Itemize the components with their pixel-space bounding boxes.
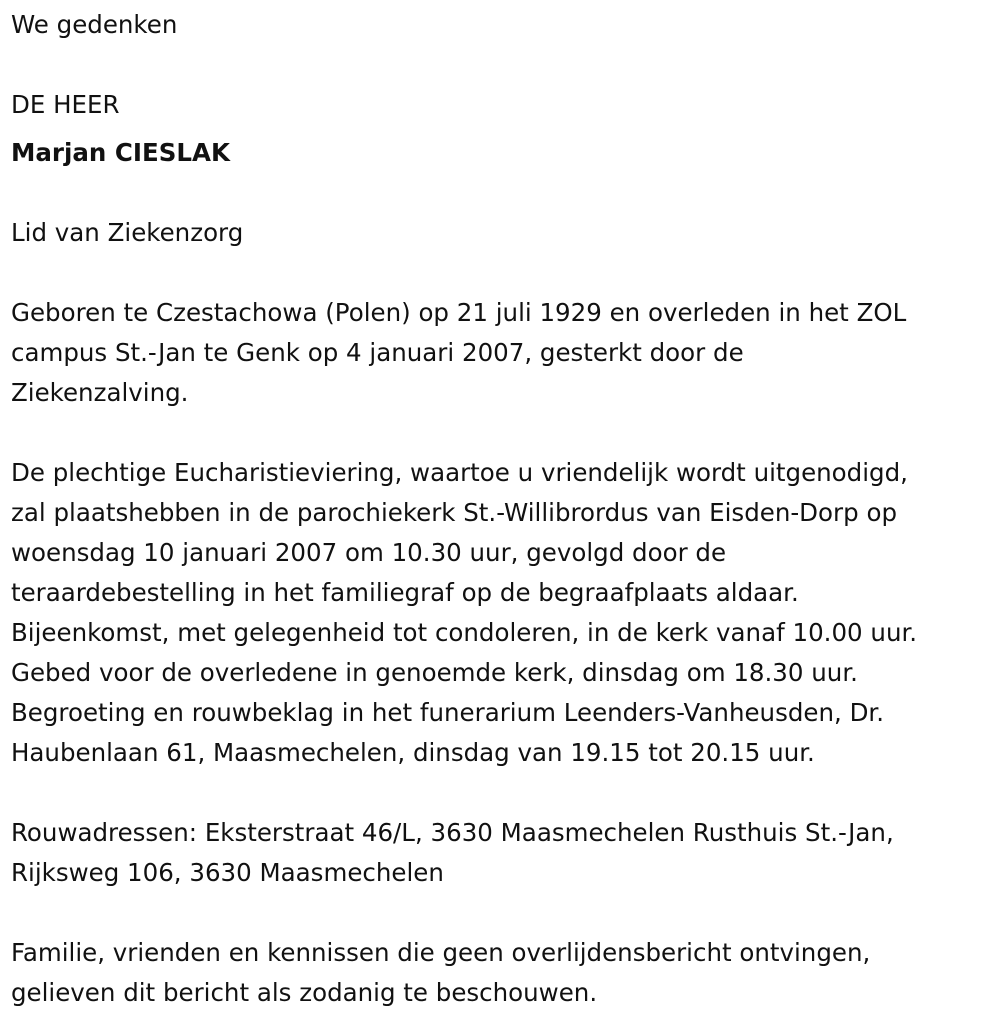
birth-death-paragraph [11, 293, 996, 413]
obituary-notice [11, 5, 996, 1013]
paragraph-line: teraardebestelling in het familiegraf op de begraafplaats aldaar. [11, 578, 799, 607]
paragraph-line: Gebed voor de overledene in genoemde kerk, dinsdag om 18.30 uur. [11, 658, 858, 687]
paragraph-line: zal plaatshebben in de parochiekerk St.-Willibrordus van Eisden-Dorp op [11, 498, 897, 527]
paragraph-line: Familie, vrienden en kennissen die geen overlijdensbericht ontvingen, [11, 938, 871, 967]
addresses-paragraph [11, 813, 996, 893]
paragraph-line: campus St.-Jan te Genk op 4 januari 2007, gesterkt door de [11, 338, 744, 367]
paragraph-line: Bijeenkomst, met gelegenheid tot condoleren, in de kerk vanaf 10.00 uur. [11, 618, 918, 647]
paragraph-line: woensdag 10 januari 2007 om 10.30 uur, gevolgd door de [11, 538, 727, 567]
paragraph-line: Rijksweg 106, 3630 Maasmechelen [11, 858, 444, 887]
intro-text: We gedenken [11, 10, 178, 39]
paragraph-line: Geboren te Czestachowa (Polen) op 21 juli 1929 en overleden in het ZOL [11, 298, 907, 327]
deceased-name: Marjan CIESLAK [11, 138, 230, 167]
ceremony-paragraph [11, 453, 996, 773]
honorific-title: DE HEER [11, 90, 120, 119]
paragraph-line: De plechtige Eucharistieviering, waartoe u vriendelijk wordt uitgenodigd, [11, 458, 908, 487]
closing-paragraph [11, 933, 996, 1013]
paragraph-line: gelieven dit bericht als zodanig te beschouwen. [11, 978, 598, 1007]
paragraph-line: Ziekenzalving. [11, 378, 189, 407]
membership-text: Lid van Ziekenzorg [11, 218, 244, 247]
paragraph-line: Begroeting en rouwbeklag in het funerarium Leenders-Vanheusden, Dr. [11, 698, 885, 727]
paragraph-line: Rouwadressen: Eksterstraat 46/L, 3630 Maasmechelen Rusthuis St.-Jan, [11, 818, 894, 847]
paragraph-line: Haubenlaan 61, Maasmechelen, dinsdag van 19.15 tot 20.15 uur. [11, 738, 815, 767]
